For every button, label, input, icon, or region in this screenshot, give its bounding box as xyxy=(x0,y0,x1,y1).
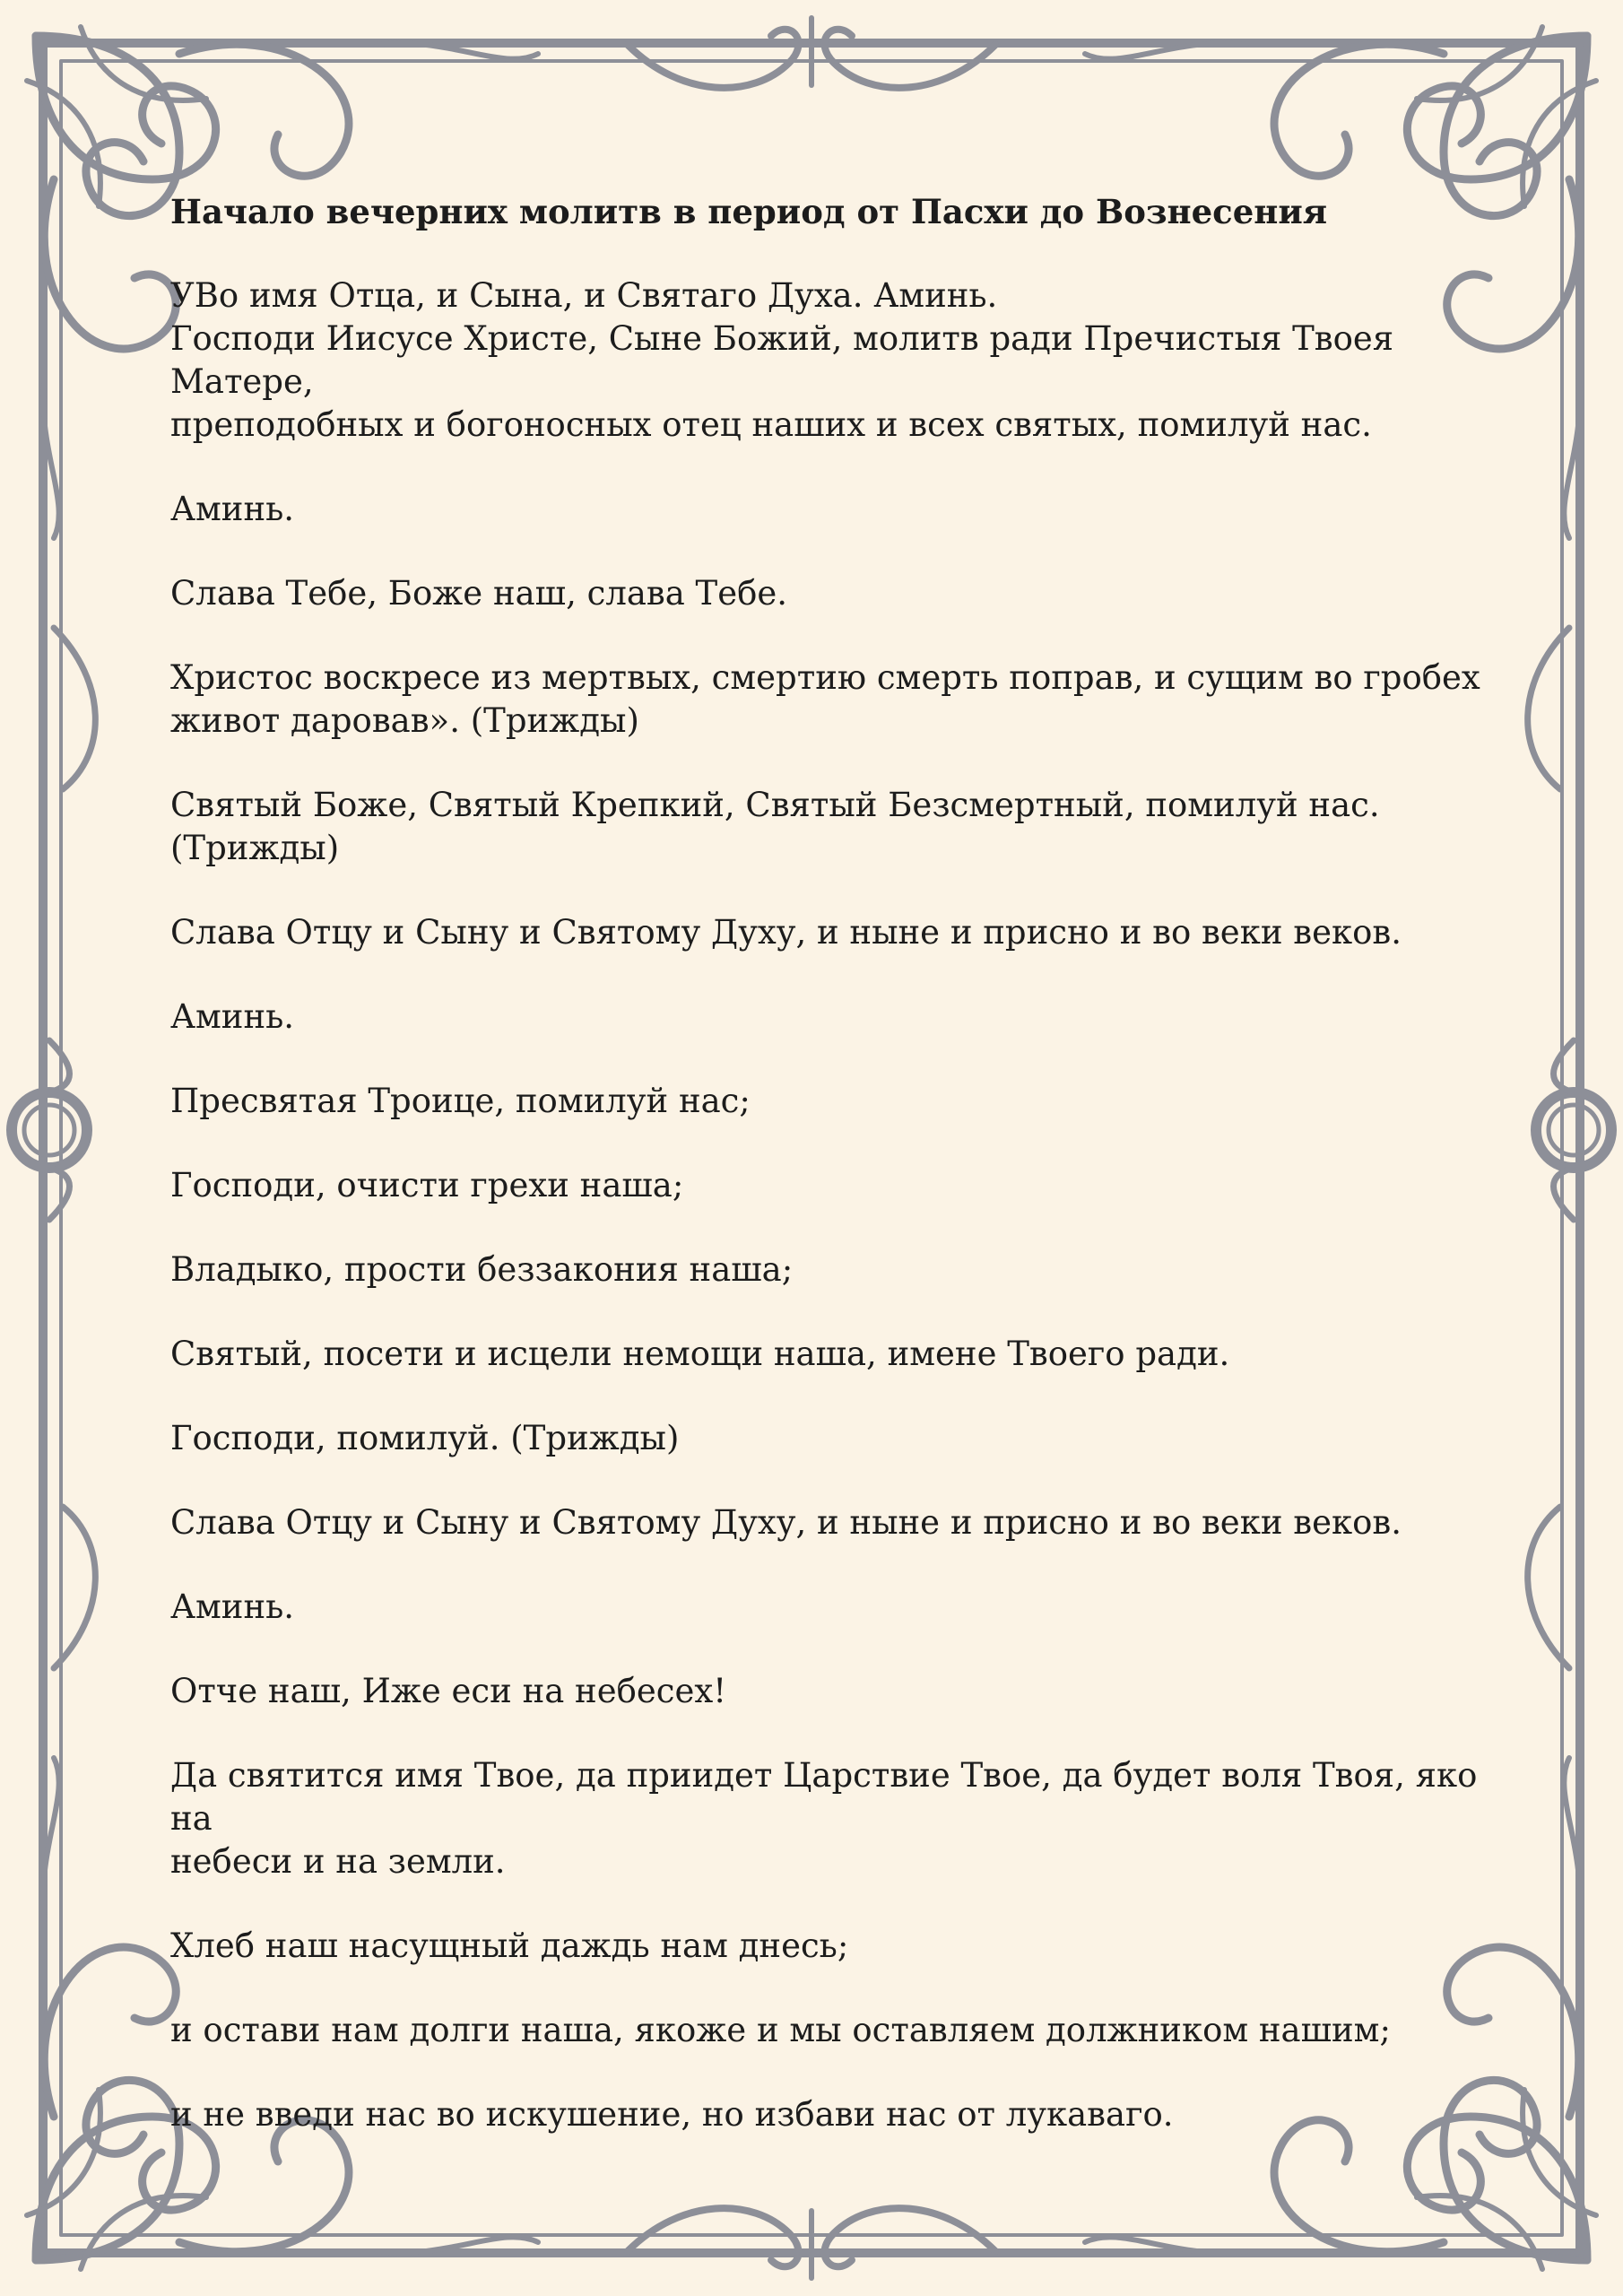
document-title: Начало вечерних молитв в период от Пасхи до Вознесения xyxy=(170,192,1328,231)
paragraph: Хлеб наш насущный даждь нам днесь; xyxy=(170,1926,849,1965)
right-ring-ornament xyxy=(1536,1040,1611,1220)
paragraph: Господи, очисти грехи наша; xyxy=(170,1166,684,1205)
paragraph: Аминь. xyxy=(170,997,295,1036)
bottom-center-ornament xyxy=(628,2208,995,2278)
paragraph: УВо имя Отца, и Сына, и Святаго Духа. Аминь. Господи Иисусе Христе, Сыне Божий, молитв ради Пречистыя Твоея Матере, преподобных и богоносных отец наших и всех святых, помилуй нас. xyxy=(170,276,1394,444)
paragraph: Слава Тебе, Боже наш, слава Тебе. xyxy=(170,574,788,613)
paragraph: и не введи нас во искушение, но избави нас от лукаваго. xyxy=(170,2095,1174,2134)
paragraph: Слава Отцу и Сыну и Святому Духу, и ныне и присно и во веки веков. xyxy=(170,1503,1402,1542)
paragraph: Аминь. xyxy=(170,490,295,528)
paragraph: Господи, помилуй. (Трижды) xyxy=(170,1419,680,1457)
paragraph: Отче наш, Иже еси на небесех! xyxy=(170,1672,727,1710)
prayer-text-block xyxy=(170,190,1488,2136)
paragraph: Аминь. xyxy=(170,1587,295,1626)
left-ring-ornament xyxy=(12,1040,87,1220)
paragraph: Святый Боже, Святый Крепкий, Святый Безсмертный, помилуй нас. (Трижды) xyxy=(170,786,1380,867)
paragraph: Да святится имя Твое, да приидет Царствие Твое, да будет воля Твоя, яко на небеси и на земли. xyxy=(170,1756,1478,1881)
paragraph: Христос воскресе из мертвых, смертию смерть поправ, и сущим во гробех живот даровав». (Трижды) xyxy=(170,658,1480,740)
paragraph: Пресвятая Троице, помилуй нас; xyxy=(170,1082,751,1120)
paragraph: и остави нам долги наша, якоже и мы оставляем должником нашим; xyxy=(170,2011,1391,2049)
paragraph: Владыко, прости беззакония наша; xyxy=(170,1250,794,1289)
paragraph: Святый, посети и исцели немощи наша, имене Твоего ради. xyxy=(170,1335,1230,1373)
top-center-ornament xyxy=(628,18,995,88)
paragraph: Слава Отцу и Сыну и Святому Духу, и ныне и присно и во веки веков. xyxy=(170,913,1402,952)
